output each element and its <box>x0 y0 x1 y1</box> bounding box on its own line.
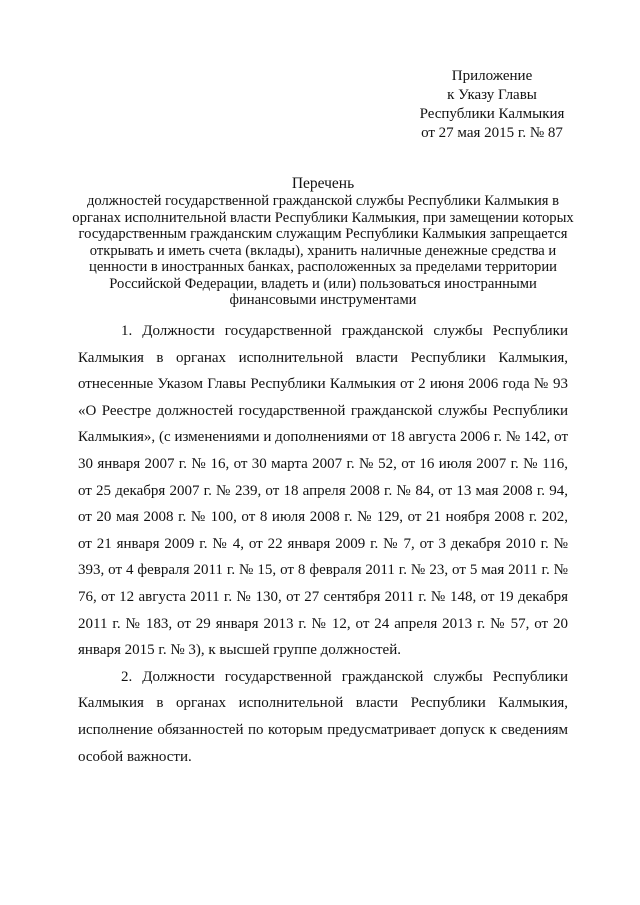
document-heading <box>70 174 576 309</box>
heading-subtitle: должностей государственной гражданской службы Республики Калмыкия в органах исполнительной власти Республики Калмыкия, при замещении которых государственным гражданским служащим Республики Калмыкия запрещается открывать и иметь счета (вклады), хранить наличные денежные средства и ценности в иностранных банках, расположенных за пределами территории Российской Федерации, владеть и (или) пользоваться иностранными финансовыми инструментами <box>72 193 574 308</box>
appendix-line: Приложение <box>451 68 533 84</box>
paragraph-1: 1. Должности государственной гражданской службы Республики Калмыкия в органах исполнительной власти Республики Калмыкия, отнесенные Указом Главы Республики Калмыкия от 2 июня 2006 года № 93 «О Реестре должностей государственной гражданской службы Республики Калмыкия», (с изменениями и дополнениями от 18 августа 2006 г. № 142, от 30 января 2007 г. № 16, от 30 марта 2007 г. № 52, от 16 июля 2007 г. № 116, от 25 декабря 2007 г. № 239, от 18 апреля 2008 г. № 84, от 13 мая 2008 г. 94, от 20 мая 2008 г. № 100, от 8 июля 2008 г. № 129, от 21 ноября 2008 г. 202, от 21 января 2009 г. № 4, от 22 января 2009 г. № 7, от 3 декабря 2010 г. № 393, от 4 февраля 2011 г. № 15, от 8 февраля 2011 г. № 23, от 5 мая 2011 г. № 76, от 12 августа 2011 г. № 130, от 27 сентября 2011 г. № 148, от 19 декабря 2011 г. № 183, от 29 января 2013 г. № 12, от 24 апреля 2013 г. № 57, от 20 января 2015 г. № 3), к высшей группе должностей. <box>78 323 568 659</box>
heading-title: Перечень <box>291 175 355 192</box>
appendix-line: Республики Калмыкия <box>419 106 565 122</box>
appendix-note <box>392 67 592 143</box>
paragraph-2: 2. Должности государственной гражданской службы Республики Калмыкия в органах исполнительной власти Республики Калмыкия, исполнение обязанностей по которым предусматривает допуск к сведениям особой важности. <box>78 668 568 765</box>
appendix-line: от 27 мая 2015 г. № 87 <box>421 125 563 141</box>
document-body <box>78 318 568 770</box>
appendix-line: к Указу Главы <box>447 87 537 103</box>
